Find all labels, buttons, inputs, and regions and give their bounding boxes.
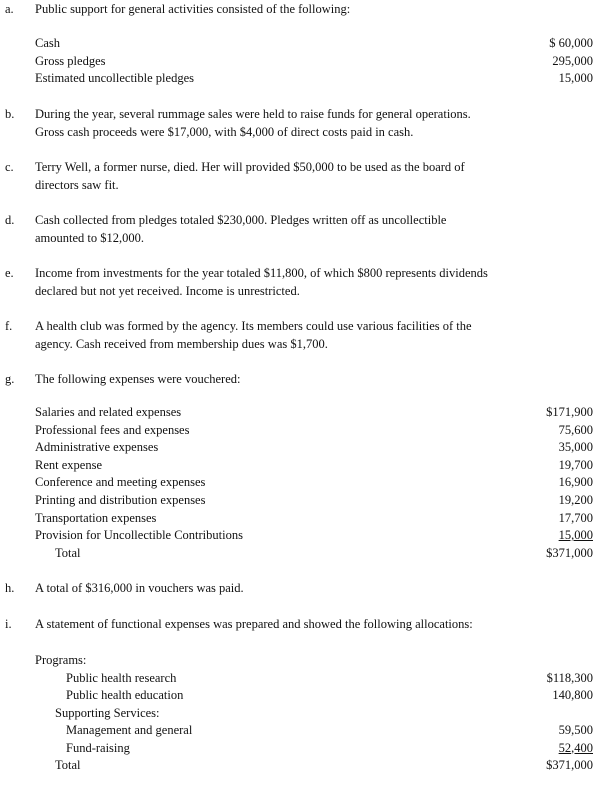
table-row — [0, 404, 600, 421]
table-row — [0, 492, 600, 509]
row-amount: $171,900 — [546, 405, 593, 419]
item-letter: a. — [5, 2, 14, 16]
table-row — [0, 527, 600, 544]
row-label: Provision for Uncollectible Contributions — [35, 528, 243, 543]
item-text: Public support for general activities consisted of the following: — [35, 2, 351, 16]
row-amount: 17,700 — [558, 510, 593, 525]
item-text-line: Income from investments for the year totaled $11,800, of which $800 represents dividends — [35, 266, 488, 280]
table-row — [0, 687, 600, 704]
section-heading — [0, 652, 600, 669]
row-label: Public health education — [66, 688, 184, 702]
item-text-line: Gross cash proceeds were $17,000, with $4,000 of direct costs paid in cash. — [35, 124, 414, 139]
item-text-line: During the year, several rummage sales were held to raise funds for general operations. — [35, 107, 471, 121]
item-text — [35, 318, 597, 353]
item-text: The following expenses were vouchered: — [35, 372, 241, 386]
row-amount: $118,300 — [546, 670, 593, 685]
item-text-line: Cash collected from pledges totaled $230,000. Pledges written off as uncollectible — [35, 213, 447, 227]
row-amount: 19,200 — [558, 493, 593, 507]
row-label: Gross pledges — [35, 53, 106, 68]
table-row — [0, 670, 600, 687]
item-text: A statement of functional expenses was prepared and showed the following allocations: — [35, 617, 473, 631]
table-row — [0, 70, 600, 87]
table-row — [0, 35, 600, 52]
row-label: Estimated uncollectible pledges — [35, 71, 194, 85]
row-label: Fund-raising — [66, 740, 130, 755]
table-row — [0, 722, 600, 739]
total-amount: $371,000 — [546, 758, 593, 772]
row-label: Professional fees and expenses — [35, 422, 190, 437]
row-amount: 35,000 — [558, 440, 593, 455]
item-text-line: amounted to $12,000. — [35, 230, 145, 245]
row-amount: 16,900 — [558, 475, 593, 490]
item-letter: f. — [5, 319, 13, 333]
total-row — [0, 757, 600, 774]
item-letter: h. — [5, 581, 15, 595]
row-label: Printing and distribution expenses — [35, 493, 206, 507]
table-row — [0, 422, 600, 439]
item-text: A total of $316,000 in vouchers was paid. — [35, 581, 244, 595]
item-letter: g. — [5, 372, 15, 386]
row-amount: 19,700 — [558, 457, 593, 472]
programs-heading: Programs: — [35, 653, 87, 667]
table-row — [0, 510, 600, 527]
item-letter: i. — [5, 617, 12, 631]
row-label: Transportation expenses — [35, 510, 157, 525]
row-amount: 295,000 — [552, 53, 593, 68]
item-text — [35, 212, 597, 247]
item-text — [35, 265, 597, 300]
total-amount: $371,000 — [546, 545, 593, 560]
total-label: Total — [55, 758, 81, 772]
table-row — [0, 474, 600, 491]
row-amount: 140,800 — [552, 688, 593, 702]
item-text-line: agency. Cash received from membership dues was $1,700. — [35, 336, 328, 351]
section-heading — [0, 705, 600, 722]
item-text-line: declared but not yet received. Income is unrestricted. — [35, 283, 300, 298]
row-label: Cash — [35, 36, 60, 50]
table-row — [0, 457, 600, 474]
row-label: Administrative expenses — [35, 440, 159, 455]
item-letter: c. — [5, 160, 14, 174]
table-row — [0, 740, 600, 757]
item-text — [35, 159, 597, 194]
total-row — [0, 545, 600, 562]
table-row — [0, 53, 600, 70]
row-label: Public health research — [66, 670, 177, 685]
row-amount: 59,500 — [558, 723, 593, 737]
row-label: Rent expense — [35, 457, 102, 472]
item-text-line: directors saw fit. — [35, 177, 119, 192]
item-letter: d. — [5, 213, 15, 227]
item-text — [35, 106, 597, 141]
row-label: Salaries and related expenses — [35, 405, 182, 419]
item-text-line: Terry Well, a former nurse, died. Her will provided $50,000 to be used as the board of — [35, 160, 465, 174]
item-letter: e. — [5, 266, 14, 280]
total-label: Total — [55, 545, 81, 560]
item-letter: b. — [5, 107, 15, 121]
item-text-line: A health club was formed by the agency. Its members could use various facilities of the — [35, 319, 472, 333]
row-amount: 15,000 — [558, 71, 593, 85]
row-amount: 15,000 — [558, 528, 593, 543]
supporting-services-heading: Supporting Services: — [55, 705, 160, 720]
row-amount: 75,600 — [558, 422, 593, 437]
row-amount: $ 60,000 — [549, 36, 593, 50]
row-label: Conference and meeting expenses — [35, 475, 206, 490]
row-label: Management and general — [66, 723, 193, 737]
row-amount: 52,400 — [558, 740, 593, 755]
table-row — [0, 439, 600, 456]
